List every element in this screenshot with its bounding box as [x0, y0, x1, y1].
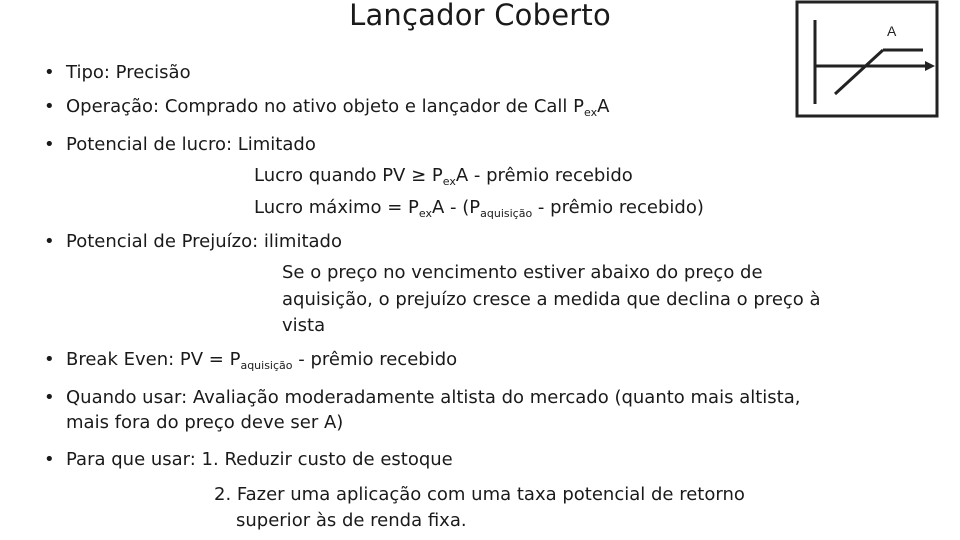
para-que-line3: superior às de renda fixa.: [236, 510, 467, 531]
quando-usar-line2: mais fora do preço deve ser A): [66, 412, 344, 433]
prejuizo-line2: aquisição, o prejuízo cresce a medida que declina o preço à: [282, 289, 821, 310]
prejuizo-line3: vista: [282, 315, 326, 336]
payoff-diagram: [795, 0, 939, 118]
bullet-potencial-prejuizo: • Potencial de Prejuízo: ilimitado: [66, 231, 342, 253]
bullet-tipo: • Tipo: Precisão: [66, 62, 191, 84]
bullet-quando-usar: • Quando usar: Avaliação moderadamente altista do mercado (quanto mais altista,: [66, 387, 800, 409]
para-que-line2: 2. Fazer uma aplicação com uma taxa potencial de retorno: [214, 484, 745, 505]
diagram-frame: [797, 2, 937, 116]
bullet-operacao: • Operação: Comprado no ativo objeto e lançador de Call $P_{ex}A$: [66, 96, 609, 118]
lucro-maximo: Lucro máximo = $P_{ex}A - (P_{aquisição}$ - prêmio recebido): [254, 197, 704, 220]
bullet-para-que-usar: • Para que usar: 1. Reduzir custo de estoque: [66, 449, 453, 471]
strike-label: A: [887, 23, 897, 39]
slide-title: Lançador Coberto: [349, 0, 611, 32]
bullet-potencial-lucro: • Potencial de lucro: Limitado: [66, 134, 316, 156]
prejuizo-line1: Se o preço no vencimento estiver abaixo do preço de: [282, 262, 763, 283]
lucro-quando: Lucro quando PV ≥ $P_{ex}A$ - prêmio recebido: [254, 165, 633, 188]
bullet-break-even: • Break Even: PV = $P_{aquisição}$ - prêmio recebido: [66, 349, 457, 371]
